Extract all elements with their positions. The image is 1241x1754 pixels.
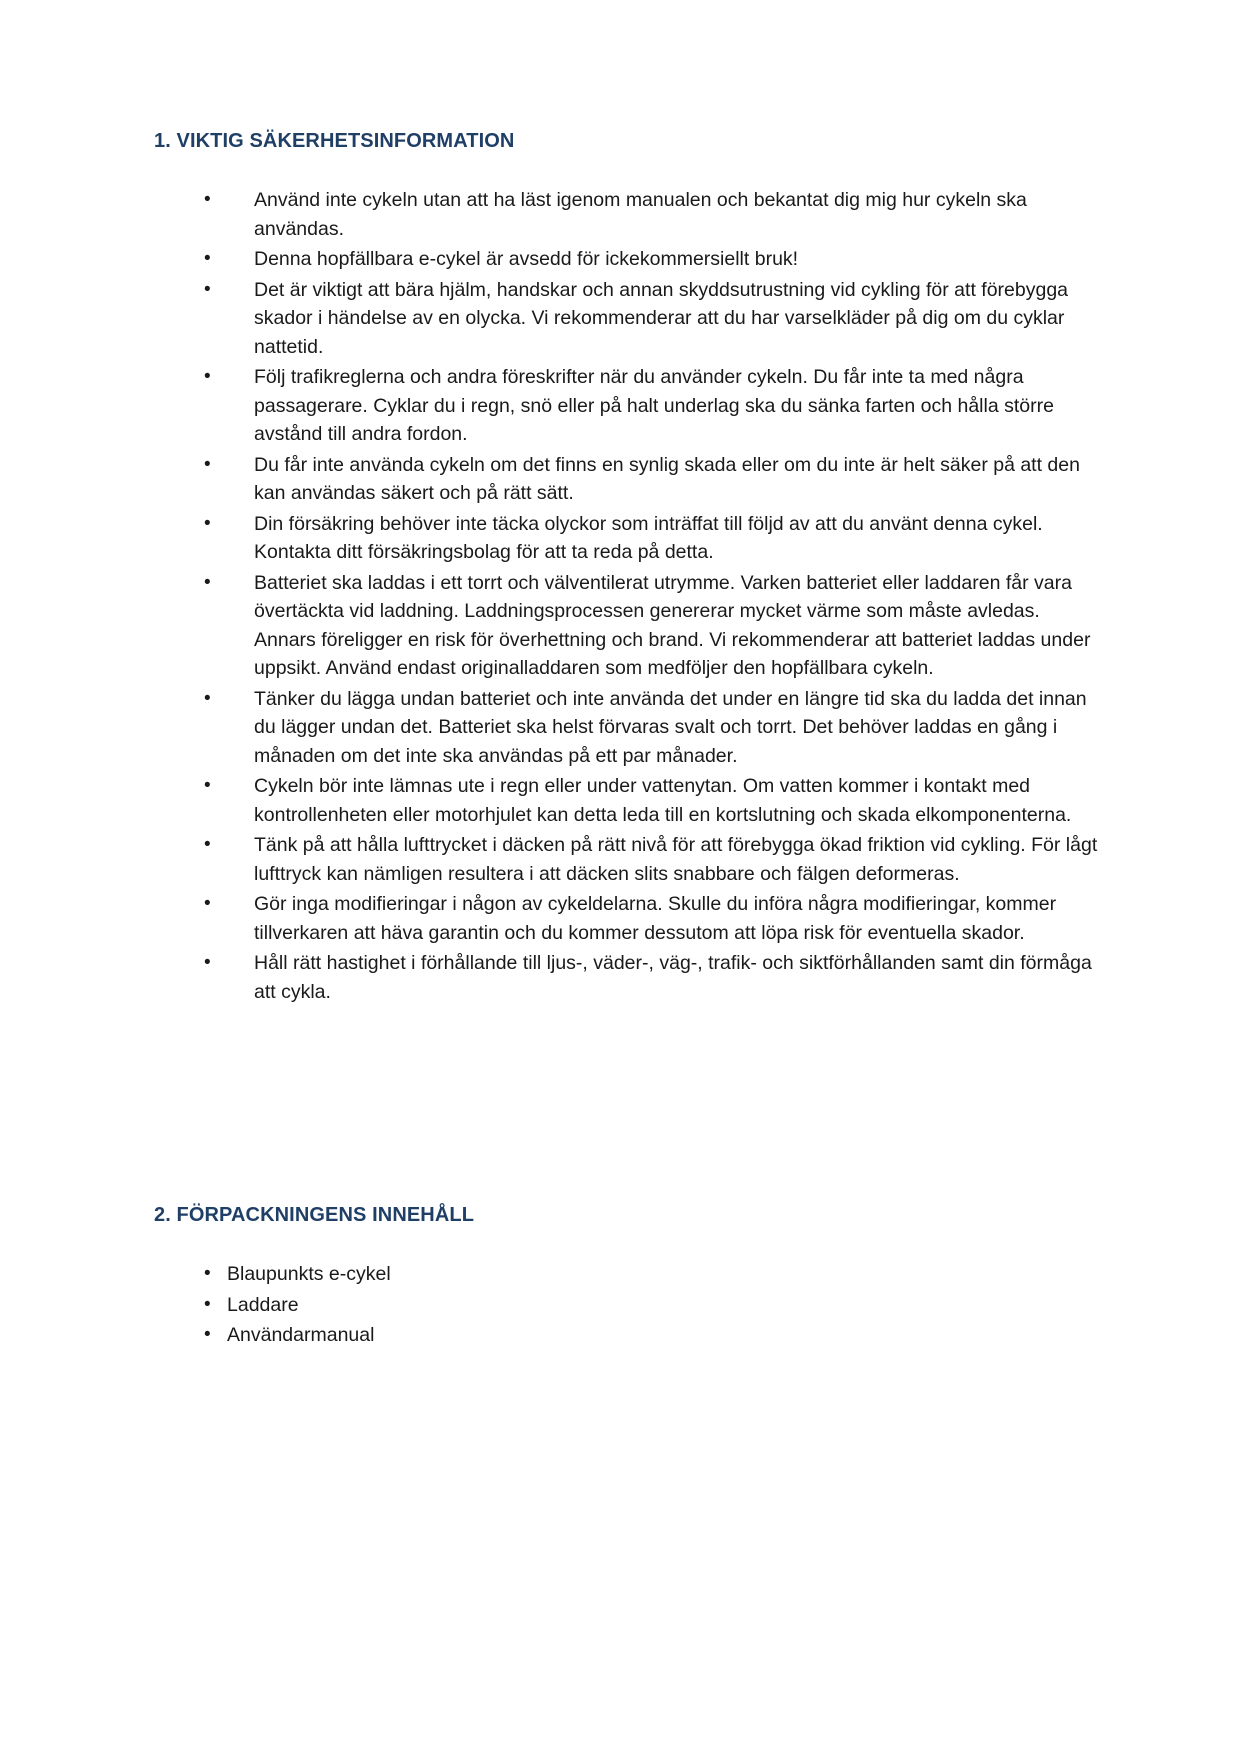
- list-item-text: Din försäkring behöver inte täcka olyckor som inträffat till följd av att du använt denna cykel. Kontakta ditt försäkringsbolag för att ta reda på detta.: [254, 512, 1043, 563]
- list-item: [204, 276, 1104, 362]
- package-list: [204, 1259, 704, 1351]
- list-item-text: Blaupunkts e-cykel: [227, 1263, 391, 1285]
- safety-list: [204, 186, 1104, 1008]
- list-item-text: Använd inte cykeln utan att ha läst igenom manualen och bekantat dig mig hur cykeln ska användas.: [254, 189, 1027, 240]
- bullet-icon: •: [204, 952, 211, 973]
- list-item-text: Tänker du lägga undan batteriet och inte använda det under en längre tid ska du ladda det innan du lägger undan det. Batteriet ska helst förvaras svalt och torrt. Det behöver laddas en gång i månaden om det inte ska användas på ett par månader.: [254, 687, 1087, 767]
- list-item-text: Tänk på att hålla lufttrycket i däcken på rätt nivå för att förebygga ökad friktion vid cykling. För lågt lufttryck kan nämligen resultera i att däcken slits snabbare och fälgen deformeras.: [254, 834, 1098, 885]
- list-item: [204, 245, 1104, 274]
- list-item: [204, 831, 1104, 888]
- list-item: [204, 685, 1104, 771]
- list-item-text: Det är viktigt att bära hjälm, handskar och annan skyddsutrustning vid cykling för att förebygga skador i händelse av en olycka. Vi rekommenderar att du har varselkläder på dig om du cyklar nattetid.: [254, 278, 1069, 358]
- list-item-text: Laddare: [227, 1293, 299, 1316]
- bullet-icon: •: [204, 1293, 211, 1315]
- list-item: [204, 772, 1104, 829]
- list-item-text: Batteriet ska laddas i ett torrt och välventilerat utrymme. Varken batteriet eller laddaren får vara övertäckta vid laddning. Laddningsprocessen genererar mycket värme som måste avledas. Annars föreligger en risk för överhettning och brand. Vi rekommenderar att batteriet laddas under uppsikt. Använd endast originalladdaren som medföljer den hopfällbara cykeln.: [254, 571, 1091, 679]
- list-item-text: Du får inte använda cykeln om det finns en synlig skada eller om du inte är helt säker på att den kan användas säkert och på rätt sätt.: [254, 453, 1080, 504]
- bullet-icon: •: [204, 453, 211, 475]
- section-title-package: 2. FÖRPACKNINGENS INNEHÅLL: [154, 1204, 475, 1226]
- list-item-text: Denna hopfällbara e-cykel är avsedd för ickekommersiellt bruk!: [254, 248, 799, 270]
- list-item: [204, 363, 1104, 449]
- bullet-icon: •: [204, 248, 211, 269]
- list-item-text: Håll rätt hastighet i förhållande till ljus-, väder-, väg-, trafik- och siktförhållanden samt din förmåga att cykla.: [254, 952, 1092, 1003]
- bullet-icon: •: [204, 366, 211, 387]
- bullet-icon: •: [204, 775, 211, 796]
- list-item-text: Följ trafikreglerna och andra föreskrifter när du använder cykeln. Du får inte ta med några passagerare. Cyklar du i regn, snö eller på halt underlag ska du sänka farten och hålla större avstånd till andra fordon.: [254, 366, 1054, 445]
- list-item: [204, 451, 1104, 508]
- bullet-icon: •: [204, 834, 211, 855]
- list-item: [204, 1259, 704, 1290]
- list-item-text: Cykeln bör inte lämnas ute i regn eller under vattenytan. Om vatten kommer i kontakt med kontrollenheten eller motorhjulet kan detta leda till en kortslutning och skada elkomponenterna.: [254, 775, 1072, 826]
- list-item-text: Gör inga modifieringar i någon av cykeldelarna. Skulle du införa några modifieringar, kommer tillverkaren att häva garantin och du kommer dessutom att löpa risk för eventuella skador.: [254, 893, 1057, 944]
- list-item: [204, 186, 1104, 243]
- list-item: [204, 1290, 704, 1321]
- list-item: [204, 890, 1104, 947]
- list-item: [204, 949, 1104, 1006]
- bullet-icon: •: [204, 512, 211, 534]
- bullet-icon: •: [204, 278, 211, 300]
- bullet-icon: •: [204, 687, 211, 709]
- list-item: [204, 1320, 704, 1351]
- list-item-text: Användarmanual: [227, 1324, 375, 1346]
- bullet-icon: •: [204, 893, 211, 914]
- bullet-icon: •: [204, 571, 211, 593]
- section-title-safety: 1. VIKTIG SÄKERHETSINFORMATION: [154, 130, 515, 152]
- bullet-icon: •: [204, 1324, 211, 1345]
- bullet-icon: •: [204, 189, 211, 210]
- list-item: [204, 569, 1104, 683]
- bullet-icon: •: [204, 1263, 211, 1284]
- list-item: [204, 510, 1104, 567]
